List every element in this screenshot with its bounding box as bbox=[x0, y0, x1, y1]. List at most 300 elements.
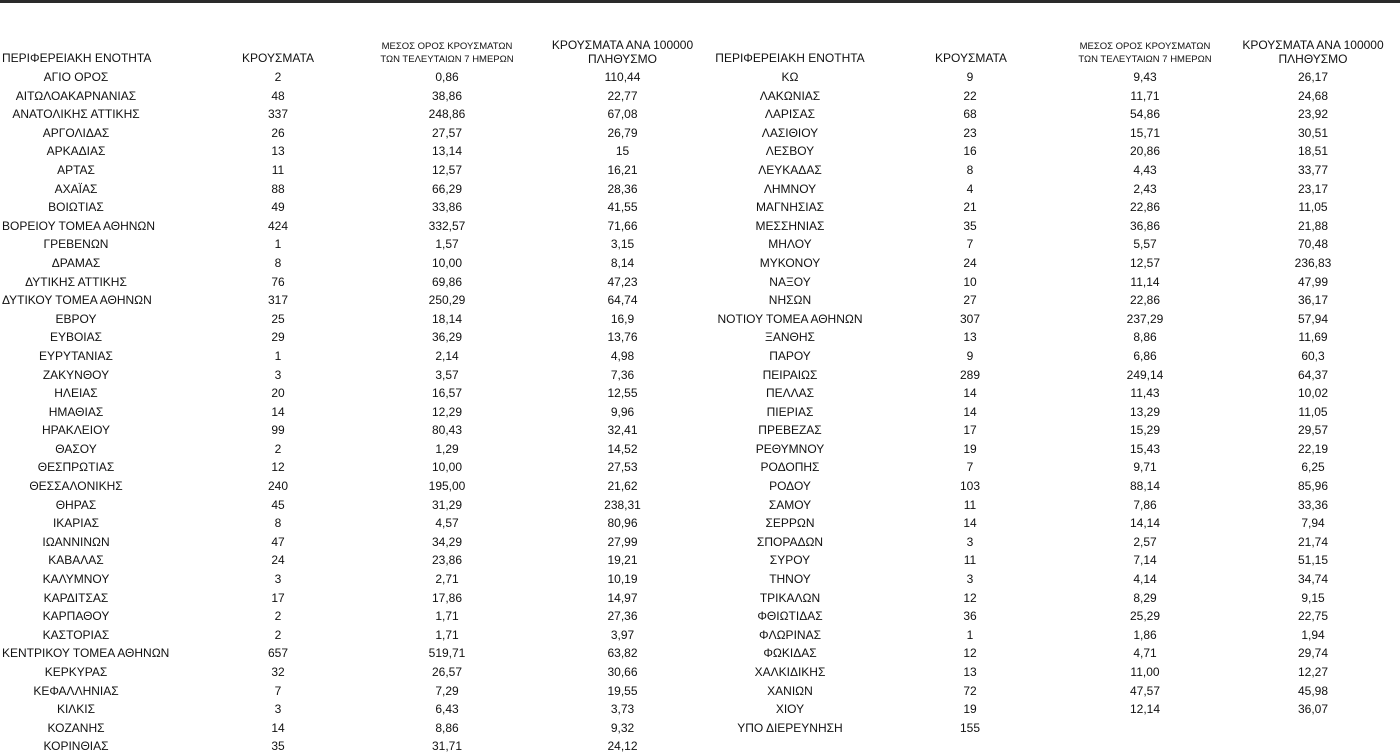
table-row bbox=[0, 68, 705, 87]
cases-cell: 14 bbox=[963, 516, 977, 531]
region-cell: ΑΙΤΩΛΟΑΚΑΡΝΑΝΙΑΣ bbox=[15, 88, 137, 103]
cases-cell: 12 bbox=[963, 646, 977, 661]
avg-7day-cell: 12,29 bbox=[431, 404, 463, 419]
per-100k-cell: 32,41 bbox=[607, 423, 638, 438]
avg-7day-cell: 11,43 bbox=[1130, 386, 1160, 401]
region-cell: ΛΕΣΒΟΥ bbox=[765, 144, 815, 159]
per-100k-cell: 47,99 bbox=[1297, 274, 1329, 289]
avg-7day-cell: 9,71 bbox=[1133, 460, 1157, 475]
cases-cell: 48 bbox=[271, 88, 285, 103]
per-100k-cell: 80,96 bbox=[607, 516, 638, 531]
region-cell: ΗΛΕΙΑΣ bbox=[54, 386, 98, 401]
region-cell: ΠΕΛΛΑΣ bbox=[765, 386, 815, 401]
avg-7day-cell: 14,14 bbox=[1129, 516, 1161, 531]
region-cell: ΘΕΣΣΑΛΟΝΙΚΗΣ bbox=[29, 479, 123, 494]
avg-7day-cell: 23,86 bbox=[431, 553, 463, 568]
cases-cell: 155 bbox=[959, 720, 981, 735]
per-100k-cell: 33,77 bbox=[1297, 162, 1329, 177]
avg-7day-cell: 8,29 bbox=[1133, 590, 1157, 605]
cases-cell: 12 bbox=[271, 460, 285, 475]
per-100k-cell: 27,99 bbox=[607, 534, 638, 549]
table-row bbox=[705, 235, 1400, 254]
avg-7day-cell: 1,71 bbox=[435, 627, 459, 642]
per-100k-cell: 23,92 bbox=[1297, 107, 1329, 122]
cases-cell: 8 bbox=[966, 162, 974, 177]
region-cell: ΧΑΛΚΙΔΙΚΗΣ bbox=[754, 665, 826, 679]
region-cell: ΕΥΒΟΙΑΣ bbox=[49, 330, 103, 345]
region-cell: ΣΥΡΟΥ bbox=[769, 553, 811, 568]
table-row bbox=[0, 607, 705, 626]
avg-7day-cell: 4,14 bbox=[1133, 572, 1157, 587]
cases-cell: 240 bbox=[267, 479, 289, 494]
table-row bbox=[0, 291, 705, 310]
avg-7day-cell: 1,29 bbox=[435, 441, 459, 456]
per-100k-cell: 23,17 bbox=[1297, 181, 1329, 196]
table-row bbox=[705, 68, 1400, 87]
cases-cell: 3 bbox=[274, 367, 282, 382]
per-100k-cell: 12,55 bbox=[607, 386, 638, 401]
region-cell: ΘΕΣΠΡΩΤΙΑΣ bbox=[37, 460, 115, 475]
region-cell: ΠΕΙΡΑΙΩΣ bbox=[762, 367, 818, 382]
table-row bbox=[705, 682, 1400, 701]
region-cell: ΤΗΝΟΥ bbox=[769, 572, 811, 587]
per-100k-cell: 7,36 bbox=[610, 367, 635, 382]
cases-cell: 11 bbox=[963, 553, 977, 568]
avg-7day-cell: 16,57 bbox=[431, 386, 463, 401]
avg-7day-cell: 248,86 bbox=[428, 107, 466, 122]
per-100k-cell: 30,66 bbox=[607, 665, 638, 679]
region-cell: ΡΟΔΟΥ bbox=[769, 479, 811, 494]
cases-cell: 47 bbox=[271, 534, 285, 549]
table-row bbox=[0, 235, 705, 254]
table-row bbox=[705, 477, 1400, 496]
per-100k-cell: 47,23 bbox=[607, 274, 638, 289]
table-row bbox=[0, 124, 705, 143]
right-table bbox=[705, 36, 1400, 737]
region-cell: ΚΟΡΙΝΘΙΑΣ bbox=[43, 739, 109, 754]
per-100k-cell: 29,57 bbox=[1297, 423, 1329, 438]
avg-7day-cell: 6,43 bbox=[435, 702, 459, 717]
region-cell: ΑΡΓΟΛΙΔΑΣ bbox=[42, 125, 110, 140]
region-cell: ΣΠΟΡΑΔΩΝ bbox=[756, 534, 824, 549]
table-row bbox=[0, 384, 705, 403]
per-100k-cell: 9,32 bbox=[610, 720, 635, 735]
region-cell: ΡΟΔΟΠΗΣ bbox=[760, 460, 820, 475]
per-100k-cell: 3,15 bbox=[610, 237, 635, 252]
cases-cell: 3 bbox=[274, 702, 282, 717]
per-100k-cell: 34,74 bbox=[1297, 572, 1329, 587]
region-cell: ΒΟΡΕΙΟΥ ΤΟΜΕΑ ΑΘΗΝΩΝ bbox=[2, 218, 156, 233]
avg-7day-cell: 4,71 bbox=[1133, 646, 1157, 661]
region-cell: ΚΕΦΑΛΛΗΝΙΑΣ bbox=[33, 683, 119, 698]
cases-cell: 26 bbox=[271, 125, 285, 140]
per-100k-cell: 3,97 bbox=[610, 627, 635, 642]
region-cell: ΑΡΚΑΔΙΑΣ bbox=[46, 144, 106, 159]
region-cell: ΗΜΑΘΙΑΣ bbox=[48, 404, 104, 419]
table-row bbox=[705, 310, 1400, 329]
header-per-line1: ΚΡΟΥΣΜΑΤΑ ΑΝΑ 100000 bbox=[1242, 38, 1384, 52]
avg-7day-cell: 10,00 bbox=[431, 255, 463, 270]
cases-cell: 68 bbox=[963, 107, 977, 122]
region-cell: ΚΕΡΚΥΡΑΣ bbox=[44, 665, 108, 679]
region-cell: ΚΑΛΥΜΝΟΥ bbox=[42, 572, 110, 587]
table-row bbox=[705, 514, 1400, 533]
per-100k-cell: 16,21 bbox=[607, 162, 638, 177]
avg-7day-cell: 7,14 bbox=[1133, 553, 1157, 568]
table-row bbox=[705, 105, 1400, 124]
header-cases: ΚΡΟΥΣΜΑΤΑ bbox=[242, 51, 314, 65]
region-cell: ΧΑΝΙΩΝ bbox=[767, 683, 813, 698]
table-row bbox=[705, 198, 1400, 217]
per-100k-cell: 110,44 bbox=[604, 70, 641, 84]
per-100k-cell: 14,52 bbox=[607, 441, 638, 456]
avg-7day-cell: 11,14 bbox=[1130, 274, 1160, 289]
table-row bbox=[0, 737, 705, 756]
region-cell: ΝΟΤΙΟΥ ΤΟΜΕΑ ΑΘΗΝΩΝ bbox=[717, 311, 863, 326]
region-cell: ΝΗΣΩΝ bbox=[768, 293, 812, 308]
table-row bbox=[705, 589, 1400, 608]
cases-cell: 14 bbox=[963, 404, 977, 419]
header-per-100k bbox=[1227, 38, 1399, 66]
cases-cell: 19 bbox=[963, 702, 977, 717]
cases-cell: 7 bbox=[966, 237, 974, 252]
table-row bbox=[0, 570, 705, 589]
avg-7day-cell: 7,29 bbox=[435, 683, 459, 698]
avg-7day-cell: 2,43 bbox=[1133, 181, 1157, 196]
cases-cell: 337 bbox=[267, 107, 289, 122]
avg-7day-cell: 519,71 bbox=[428, 646, 466, 661]
header-avg-line2: ΤΩΝ ΤΕΛΕΥΤΑΙΩΝ 7 ΗΜΕΡΩΝ bbox=[1078, 54, 1212, 65]
cases-cell: 424 bbox=[267, 218, 289, 233]
region-cell: ΔΡΑΜΑΣ bbox=[51, 255, 101, 270]
region-cell: ΕΒΡΟΥ bbox=[55, 311, 97, 326]
per-100k-cell: 6,25 bbox=[1301, 460, 1325, 475]
avg-7day-cell: 4,57 bbox=[435, 516, 459, 531]
per-100k-cell: 10,19 bbox=[607, 572, 638, 587]
header-region: ΠΕΡΙΦΕΡΕΙΑΚΗ ΕΝΟΤΗΤΑ bbox=[2, 51, 152, 65]
table-row bbox=[0, 254, 705, 273]
region-cell: ΧΙΟΥ bbox=[775, 702, 805, 717]
per-100k-cell: 13,76 bbox=[607, 330, 638, 345]
region-cell: ΜΕΣΣΗΝΙΑΣ bbox=[755, 218, 825, 233]
avg-7day-cell: 31,71 bbox=[431, 739, 463, 754]
table-row bbox=[0, 87, 705, 106]
avg-7day-cell: 8,86 bbox=[435, 720, 459, 735]
per-100k-cell: 7,94 bbox=[1301, 516, 1325, 531]
table-row bbox=[0, 421, 705, 440]
cases-cell: 99 bbox=[271, 423, 285, 438]
region-cell: ΛΑΚΩΝΙΑΣ bbox=[759, 88, 821, 103]
header-per-100k bbox=[540, 38, 705, 66]
table-row bbox=[705, 551, 1400, 570]
avg-7day-cell: 12,57 bbox=[1129, 255, 1161, 270]
region-cell: ΚΩ bbox=[781, 70, 799, 84]
region-cell: ΜΥΚΟΝΟΥ bbox=[759, 255, 821, 270]
left-table-body bbox=[0, 68, 705, 756]
cases-cell: 1 bbox=[274, 237, 282, 252]
table-row bbox=[705, 161, 1400, 180]
table-row bbox=[705, 291, 1400, 310]
per-100k-cell: 11,05 bbox=[1298, 404, 1328, 419]
region-cell: ΑΡΤΑΣ bbox=[57, 162, 95, 177]
per-100k-cell: 3,73 bbox=[610, 702, 635, 717]
table-row bbox=[0, 347, 705, 366]
avg-7day-cell: 13,14 bbox=[431, 144, 463, 159]
table-row bbox=[705, 87, 1400, 106]
cases-cell: 307 bbox=[959, 311, 981, 326]
avg-7day-cell: 1,86 bbox=[1133, 627, 1157, 642]
per-100k-cell: 36,07 bbox=[1297, 702, 1329, 717]
table-row bbox=[0, 366, 705, 385]
region-cell: ΝΑΞΟΥ bbox=[769, 274, 811, 289]
avg-7day-cell: 22,86 bbox=[1129, 200, 1161, 215]
avg-7day-cell: 250,29 bbox=[428, 293, 466, 308]
avg-7day-cell: 88,14 bbox=[1129, 479, 1161, 494]
per-100k-cell: 36,17 bbox=[1297, 293, 1329, 308]
cases-cell: 32 bbox=[271, 665, 285, 679]
table-row bbox=[705, 421, 1400, 440]
avg-7day-cell: 2,14 bbox=[435, 348, 459, 363]
cases-cell: 2 bbox=[274, 627, 282, 642]
region-cell: ΔΥΤΙΚΗΣ ΑΤΤΙΚΗΣ bbox=[25, 274, 127, 289]
cases-cell: 76 bbox=[271, 274, 285, 289]
table-row bbox=[0, 105, 705, 124]
avg-7day-cell: 15,29 bbox=[1129, 423, 1161, 438]
region-cell: ΚΑΣΤΟΡΙΑΣ bbox=[42, 627, 110, 642]
cases-cell: 1 bbox=[274, 348, 282, 363]
table-row bbox=[705, 458, 1400, 477]
avg-7day-cell: 15,43 bbox=[1129, 441, 1161, 456]
table-row bbox=[0, 458, 705, 477]
table-row bbox=[705, 366, 1400, 385]
cases-cell: 72 bbox=[963, 683, 977, 698]
cases-cell: 11 bbox=[271, 162, 285, 177]
region-cell: ΜΑΓΝΗΣΙΑΣ bbox=[755, 200, 825, 215]
avg-7day-cell: 22,86 bbox=[1129, 293, 1161, 308]
per-100k-cell: 27,53 bbox=[607, 460, 638, 475]
right-table-header bbox=[705, 36, 1400, 68]
per-100k-cell: 67,08 bbox=[607, 107, 638, 122]
avg-7day-cell: 13,29 bbox=[1129, 404, 1161, 419]
table-row bbox=[705, 124, 1400, 143]
cases-cell: 14 bbox=[271, 720, 285, 735]
avg-7day-cell: 3,57 bbox=[435, 367, 459, 382]
per-100k-cell: 21,74 bbox=[1297, 534, 1329, 549]
table-row bbox=[0, 161, 705, 180]
per-100k-cell: 1,94 bbox=[1301, 627, 1325, 642]
table-row bbox=[0, 142, 705, 161]
cases-cell: 23 bbox=[963, 125, 977, 140]
table-row bbox=[705, 644, 1400, 663]
cases-cell: 11 bbox=[963, 497, 977, 512]
header-avg bbox=[362, 40, 532, 66]
region-cell: ΛΑΡΙΣΑΣ bbox=[764, 107, 816, 122]
per-100k-cell: 70,48 bbox=[1297, 237, 1329, 252]
cases-cell: 49 bbox=[271, 200, 285, 215]
cases-cell: 8 bbox=[274, 516, 282, 531]
table-row bbox=[0, 440, 705, 459]
avg-7day-cell: 47,57 bbox=[1129, 683, 1161, 698]
avg-7day-cell: 195,00 bbox=[428, 479, 466, 494]
avg-7day-cell: 0,86 bbox=[435, 70, 459, 84]
region-cell: ΔΥΤΙΚΟΥ ΤΟΜΕΑ ΑΘΗΝΩΝ bbox=[2, 293, 152, 308]
table-row bbox=[0, 477, 705, 496]
region-cell: ΘΑΣΟΥ bbox=[55, 441, 97, 456]
cases-cell: 45 bbox=[271, 497, 285, 512]
cases-cell: 9 bbox=[966, 348, 974, 363]
region-cell: ΛΑΣΙΘΙΟΥ bbox=[761, 125, 819, 140]
cases-cell: 17 bbox=[271, 590, 285, 605]
table-row bbox=[705, 384, 1400, 403]
region-cell: ΦΘΙΩΤΙΔΑΣ bbox=[757, 609, 823, 624]
per-100k-cell: 28,36 bbox=[607, 181, 638, 196]
cases-cell: 36 bbox=[963, 609, 977, 624]
per-100k-cell: 11,05 bbox=[1298, 200, 1328, 215]
cases-cell: 2 bbox=[274, 70, 282, 84]
avg-7day-cell: 7,86 bbox=[1133, 497, 1157, 512]
region-cell: ΙΩΑΝΝΙΝΩΝ bbox=[42, 534, 110, 549]
per-100k-cell: 8,14 bbox=[610, 255, 635, 270]
header-cases: ΚΡΟΥΣΜΑΤΑ bbox=[935, 51, 1007, 65]
table-row bbox=[0, 310, 705, 329]
cases-cell: 317 bbox=[267, 293, 289, 308]
region-cell: ΣΕΡΡΩΝ bbox=[765, 516, 815, 531]
table-row bbox=[705, 719, 1400, 738]
cases-cell: 10 bbox=[963, 274, 977, 289]
avg-7day-cell: 66,29 bbox=[431, 181, 463, 196]
table-row bbox=[705, 347, 1400, 366]
avg-7day-cell: 20,86 bbox=[1129, 144, 1161, 159]
region-cell: ΠΙΕΡΙΑΣ bbox=[766, 404, 814, 419]
header-per-line2: ΠΛΗΘΥΣΜΟ bbox=[587, 52, 658, 66]
region-cell: ΒΟΙΩΤΙΑΣ bbox=[48, 200, 104, 215]
avg-7day-cell: 80,43 bbox=[431, 423, 463, 438]
region-cell: ΑΝΑΤΟΛΙΚΗΣ ΑΤΤΙΚΗΣ bbox=[12, 107, 140, 122]
per-100k-cell: 85,96 bbox=[1297, 479, 1329, 494]
table-row bbox=[705, 533, 1400, 552]
table-row bbox=[0, 682, 705, 701]
cases-cell: 24 bbox=[963, 255, 977, 270]
region-cell: ΤΡΙΚΑΛΩΝ bbox=[759, 590, 821, 605]
table-row bbox=[0, 589, 705, 608]
per-100k-cell: 22,75 bbox=[1297, 609, 1329, 624]
region-cell: ΚΑΒΑΛΑΣ bbox=[48, 553, 104, 568]
header-avg bbox=[1060, 40, 1230, 66]
region-cell: ΕΥΡΥΤΑΝΙΑΣ bbox=[39, 348, 113, 363]
cases-cell: 289 bbox=[959, 367, 981, 382]
table-row bbox=[705, 217, 1400, 236]
region-cell: ΠΡΕΒΕΖΑΣ bbox=[758, 423, 822, 438]
avg-7day-cell: 11,00 bbox=[1130, 665, 1160, 679]
header-per-line1: ΚΡΟΥΣΜΑΤΑ ΑΝΑ 100000 bbox=[551, 38, 694, 52]
region-cell: ΘΗΡΑΣ bbox=[55, 497, 97, 512]
avg-7day-cell: 36,86 bbox=[1129, 218, 1161, 233]
table-row bbox=[705, 273, 1400, 292]
region-cell: ΖΑΚΥΝΘΟΥ bbox=[42, 367, 110, 382]
per-100k-cell: 4,98 bbox=[610, 348, 635, 363]
per-100k-cell: 64,37 bbox=[1297, 367, 1329, 382]
avg-7day-cell: 33,86 bbox=[431, 200, 463, 215]
avg-7day-cell: 1,57 bbox=[435, 237, 459, 252]
table-row bbox=[705, 180, 1400, 199]
table-row bbox=[0, 217, 705, 236]
table-row bbox=[705, 663, 1400, 682]
per-100k-cell: 60,3 bbox=[1301, 348, 1325, 363]
cases-cell: 27 bbox=[963, 293, 977, 308]
cases-cell: 3 bbox=[966, 572, 974, 587]
cases-cell: 16 bbox=[963, 144, 977, 159]
cases-cell: 3 bbox=[966, 534, 974, 549]
avg-7day-cell: 12,14 bbox=[1129, 702, 1161, 717]
table-row bbox=[0, 514, 705, 533]
table-row bbox=[0, 719, 705, 738]
per-100k-cell: 22,77 bbox=[607, 88, 638, 103]
header-region: ΠΕΡΙΦΕΡΕΙΑΚΗ ΕΝΟΤΗΤΑ bbox=[715, 51, 865, 65]
cases-cell: 29 bbox=[271, 330, 285, 345]
cases-cell: 12 bbox=[963, 590, 977, 605]
avg-7day-cell: 332,57 bbox=[428, 218, 466, 233]
table-row bbox=[0, 198, 705, 217]
cases-cell: 8 bbox=[274, 255, 282, 270]
cases-cell: 88 bbox=[271, 181, 285, 196]
avg-7day-cell: 12,57 bbox=[431, 162, 463, 177]
table-row bbox=[0, 496, 705, 515]
avg-7day-cell: 69,86 bbox=[431, 274, 463, 289]
per-100k-cell: 9,15 bbox=[1301, 590, 1325, 605]
table-row bbox=[705, 570, 1400, 589]
per-100k-cell: 27,36 bbox=[607, 609, 638, 624]
region-cell: ΠΑΡΟΥ bbox=[769, 348, 811, 363]
per-100k-cell: 71,66 bbox=[607, 218, 638, 233]
cases-cell: 4 bbox=[966, 181, 974, 196]
region-cell: ΓΡΕΒΕΝΩΝ bbox=[43, 237, 109, 252]
avg-7day-cell: 11,71 bbox=[1130, 88, 1160, 103]
per-100k-cell: 41,55 bbox=[607, 200, 638, 215]
cases-cell: 35 bbox=[963, 218, 977, 233]
table-row bbox=[705, 440, 1400, 459]
cases-cell: 14 bbox=[963, 386, 977, 401]
table-row bbox=[705, 403, 1400, 422]
avg-7day-cell: 31,29 bbox=[431, 497, 463, 512]
avg-7day-cell: 15,71 bbox=[1129, 125, 1161, 140]
avg-7day-cell: 10,00 bbox=[431, 460, 463, 475]
header-avg-line1: ΜΕΣΟΣ ΟΡΟΣ ΚΡΟΥΣΜΑΤΩΝ bbox=[381, 41, 513, 52]
table-row bbox=[0, 403, 705, 422]
avg-7day-cell: 249,14 bbox=[1126, 367, 1164, 382]
region-cell: ΙΚΑΡΙΑΣ bbox=[52, 516, 100, 531]
region-cell: ΑΓΙΟ ΟΡΟΣ bbox=[43, 70, 109, 84]
avg-7day-cell: 237,29 bbox=[1126, 311, 1164, 326]
table-row bbox=[0, 533, 705, 552]
per-100k-cell: 14,97 bbox=[607, 590, 638, 605]
cases-cell: 7 bbox=[274, 683, 282, 698]
avg-7day-cell: 54,86 bbox=[1129, 107, 1161, 122]
table-row bbox=[705, 626, 1400, 645]
cases-cell: 25 bbox=[271, 311, 285, 326]
region-cell: ΦΩΚΙΔΑΣ bbox=[763, 646, 817, 661]
per-100k-cell: 64,74 bbox=[607, 293, 638, 308]
region-cell: ΚΕΝΤΡΙΚΟΥ ΤΟΜΕΑ ΑΘΗΝΩΝ bbox=[2, 646, 170, 661]
left-table-header bbox=[0, 36, 705, 68]
region-cell: ΦΛΩΡΙΝΑΣ bbox=[759, 627, 821, 642]
cases-cell: 14 bbox=[271, 404, 285, 419]
avg-7day-cell: 2,71 bbox=[435, 572, 459, 587]
per-100k-cell: 19,55 bbox=[607, 683, 638, 698]
region-cell: ΚΙΛΚΙΣ bbox=[56, 702, 96, 717]
cases-cell: 1 bbox=[966, 627, 974, 642]
avg-7day-cell: 38,86 bbox=[431, 88, 463, 103]
region-cell: ΛΕΥΚΑΔΑΣ bbox=[758, 162, 822, 177]
